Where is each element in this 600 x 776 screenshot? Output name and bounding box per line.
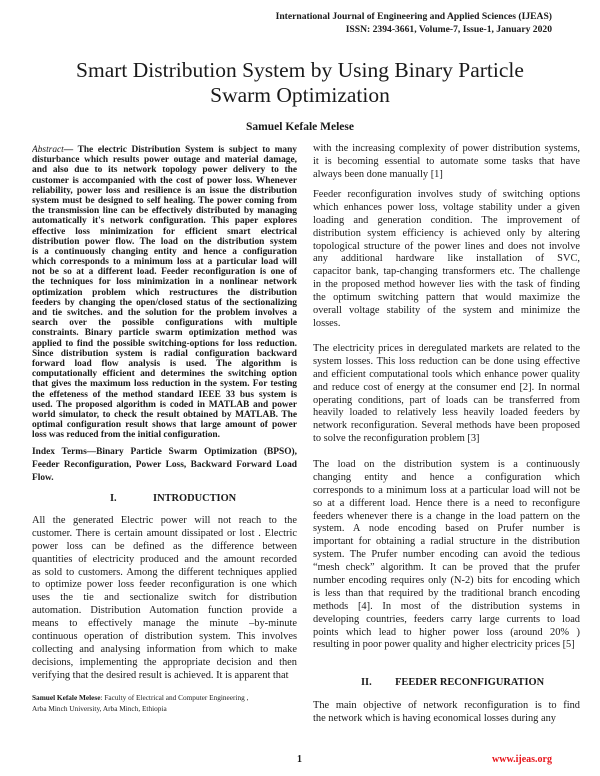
text-line: points which lead to higher power loss (around 20% ) <box>313 626 580 638</box>
index-terms <box>32 446 297 485</box>
text-line: operating conditions, part of loads can be transferred from <box>313 394 580 406</box>
text-line: Flow. <box>32 473 54 483</box>
text-line: forward load flow analysis is used. The algorithm is <box>32 358 297 369</box>
text-line: All the generated Electric power will not reach to the <box>32 515 297 526</box>
text-line: to optimize power loss feeder reconfiguration is one which <box>32 579 297 591</box>
text-line: computationally efficient and determines the switching option <box>32 369 297 380</box>
paragraph <box>313 343 580 446</box>
text-line: decisions, implementing the appropriate decision and then <box>32 656 297 668</box>
section-heading-feeder-reconfiguration <box>361 677 544 688</box>
text-line: overall voltage stability of the system and minimize the <box>313 305 580 317</box>
text-line: in the proposed method however lies with the task of finding <box>313 279 580 291</box>
text-line: and also due to its network topology power delivery to the <box>32 165 297 176</box>
text-line: uses the tie and sectionalize switch for distribution <box>32 592 297 604</box>
section-heading-introduction <box>110 493 236 504</box>
text-line: with the increasing complexity of power distribution systems, <box>313 143 580 154</box>
paragraph <box>313 459 580 652</box>
text-line: world simulator, to check the result obtained by MATLAB. The <box>32 409 297 420</box>
text-line: “mesh check” algorithm. It can be proved that the prufer <box>313 562 580 574</box>
text-line: The electricity prices in deregulated markets are related to the <box>313 343 580 354</box>
text-line: is less than that required by the traditional branch encoding <box>313 587 580 599</box>
text-line: and reduce cost of energy at the consumer end [2]. In normal <box>313 381 580 393</box>
text-line: the network which is having economical losses during any <box>313 712 556 724</box>
journal-name: International Journal of Engineering and Applied Sciences (IJEAS) <box>275 11 552 22</box>
text-line: customer is accompanied with the cost of power loss. Whenever <box>32 175 297 186</box>
text-line: search over the possible configurations with multiple <box>32 318 297 329</box>
text-line: number encoding requires only (N-2) bits for encoding which <box>313 575 580 587</box>
text-line: feeders whenever there is a change in the load pattern on the <box>313 510 580 522</box>
text-line: optimization problem which restructures the distribution <box>32 287 297 298</box>
abstract-label: Abstract <box>32 145 64 155</box>
section2-text <box>313 700 580 726</box>
section-number: II. <box>361 677 372 688</box>
paper-title <box>0 58 600 108</box>
text-line: system losses. This loss reduction can be done using effective <box>313 355 580 367</box>
text-line: any additional hardware like installation of SVC, <box>313 253 580 265</box>
text-line: automation. Distribution Automation function provide a <box>32 605 297 617</box>
text-line: optimal configuration result shows that large amount of power <box>32 420 297 431</box>
text-line: loading and generation condition. The improvement of <box>313 214 580 226</box>
text-line: and efficient computational tools which enhance power quality <box>313 368 580 380</box>
abstract-dash: — <box>63 145 78 155</box>
author-name: Samuel Kefale Melese <box>246 121 354 133</box>
text-line: Feeder Reconfiguration, Power Loss, Backward Forward Load <box>32 460 297 470</box>
text-line: the techniques for loss minimization in a nonlinear network <box>32 277 297 288</box>
text-line: heavily loaded to relatively less heavily loaded feeders by <box>313 407 580 419</box>
text-line-content: The electric Distribution System is subject to many <box>77 145 297 155</box>
text-line: verifying that the desired result is achieved. It is apparent that <box>32 669 289 681</box>
text-line: as sold to customers. Among the different techniques applied <box>32 566 297 578</box>
text-line: Since distribution system is radial configuration backward <box>32 348 297 359</box>
text-line: not be so at a different load. Feeder reconfiguration is one of <box>32 267 297 278</box>
text-line: collecting and analysing information from which to make <box>32 643 297 655</box>
text-line: applied to find the possible switching-options for loss reduction. <box>32 338 297 349</box>
text-line: losses. <box>313 317 341 329</box>
text-line: network reconfiguration. Several methods have been proposed <box>313 420 580 432</box>
text-line: to solve the reconfiguration problem [3] <box>313 433 480 445</box>
text-line: loss was reduced from the initial configuration. <box>32 430 220 441</box>
text-line: system. A node encoding based on Prufer number is <box>313 523 580 535</box>
text-line: system must be designed to self healing. The power coming from <box>32 195 297 206</box>
paragraph <box>313 189 580 331</box>
text-line: developing countries, feeders carry large currents to load <box>313 613 580 625</box>
text-line: it is becoming essential to automate some tasks that have <box>313 155 580 167</box>
text-line: that gives the maximum loss reduction in the system. For testing <box>32 379 297 390</box>
text-line: quantities of electricity produced and the amount recorded <box>32 553 297 565</box>
title-line: Smart Distribution System by Using Binary Particle <box>76 58 524 82</box>
text-line: so at a different load. Hence there is a need to reconfigure <box>313 497 580 509</box>
title-line: Swarm Optimization <box>210 83 390 107</box>
text-line: customer. There is certain amount dissipated or lost . Electric <box>32 527 297 539</box>
text-line: methods [4]. In most of the distribution systems in <box>313 600 580 612</box>
footnote-author: Samuel Kefale Melese <box>32 693 101 702</box>
text-line: means to effectively manage the minute –by-minute <box>32 618 297 630</box>
text-line: topological structure of the power lines and does not involve <box>313 240 580 252</box>
text-line: power loss can be defined as the difference between <box>32 540 297 552</box>
text-line: is a continuously changing entity and hence a configuration <box>32 246 297 257</box>
text-line: automatically it's network configuration. This paper explores <box>32 216 297 227</box>
journal-issn: ISSN: 2394-3661, Volume-7, Issue-1, January 2020 <box>345 24 552 35</box>
abstract <box>32 145 297 440</box>
text-line: which enhances power loss, voltage stability under a given <box>313 201 580 213</box>
text-line: used. The proposed algorithm is coded in MATLAB and power <box>32 399 297 410</box>
text-line <box>32 145 297 155</box>
paragraph <box>313 143 580 182</box>
text-line: The load on the distribution system is a continuously <box>313 459 580 470</box>
text-line: distribution system efficiency is achieved only by altering <box>313 227 580 239</box>
author-footnote <box>32 693 297 714</box>
footnote-affiliation-2: Arba Minch University, Arba Minch, Ethiopia <box>32 703 167 713</box>
text-line: Feeder reconfiguration involves study of switching options <box>313 189 580 200</box>
text-line: the transmission line can be effectively distributed by managing <box>32 206 297 217</box>
text-line: capacitor bank, tap-changing transformers etc. The challenge <box>313 266 580 278</box>
text-line: system. The Prufer number encoding can avoid the tedious <box>313 549 580 561</box>
text-line: Index Terms—Binary Particle Swarm Optimization (BPSO), <box>32 447 297 457</box>
text-line: the effeteness of the method standard IEEE 33 bus system is <box>32 389 297 400</box>
text-line: feeders by changing the open/closed status of the sectionalizing <box>32 297 297 308</box>
text-line: continuous operation of distribution system. This involves <box>32 631 297 643</box>
text-line: always been done manually [1] <box>313 168 443 180</box>
section-title: INTRODUCTION <box>153 493 237 504</box>
text-line: and tie switches. and the solution for the problem involves a <box>32 308 297 318</box>
text-line: disturbance which results power outage and material damage, <box>32 155 297 166</box>
text-line: corresponds to a minimum loss at a particular load will not be <box>313 484 580 496</box>
page-number: 1 <box>297 754 302 765</box>
text-line: reliability, power loss and resilience is an issue the distribution <box>32 185 297 196</box>
text-line: changing entity and hence a configuration which <box>313 471 580 483</box>
introduction-text <box>32 515 297 683</box>
section-title: FEEDER RECONFIGURATION <box>395 677 545 688</box>
text-line: resulting in poor power quality and higher electricity prices [5] <box>313 639 575 651</box>
journal-website-link[interactable]: www.ijeas.org <box>492 754 552 765</box>
text-line: the optimum switching pattern that would maximize the <box>313 292 580 304</box>
text-line: constraints. Binary particle swarm optimization method was <box>32 328 297 339</box>
text-line: effective loss minimization for efficient smart electrical <box>32 226 297 237</box>
text-line: The main objective of network reconfiguration is to find <box>313 700 580 711</box>
text-line: which corresponds to a minimum loss at a particular load will <box>32 257 297 268</box>
section-number: I. <box>110 493 117 504</box>
text-line: important for obtaining a radial structure in the distribution <box>313 536 580 548</box>
footnote-affiliation: : Faculty of Electrical and Computer Engineering , <box>100 693 249 702</box>
text-line: distribution power flow. The load on the distribution system <box>32 236 297 247</box>
